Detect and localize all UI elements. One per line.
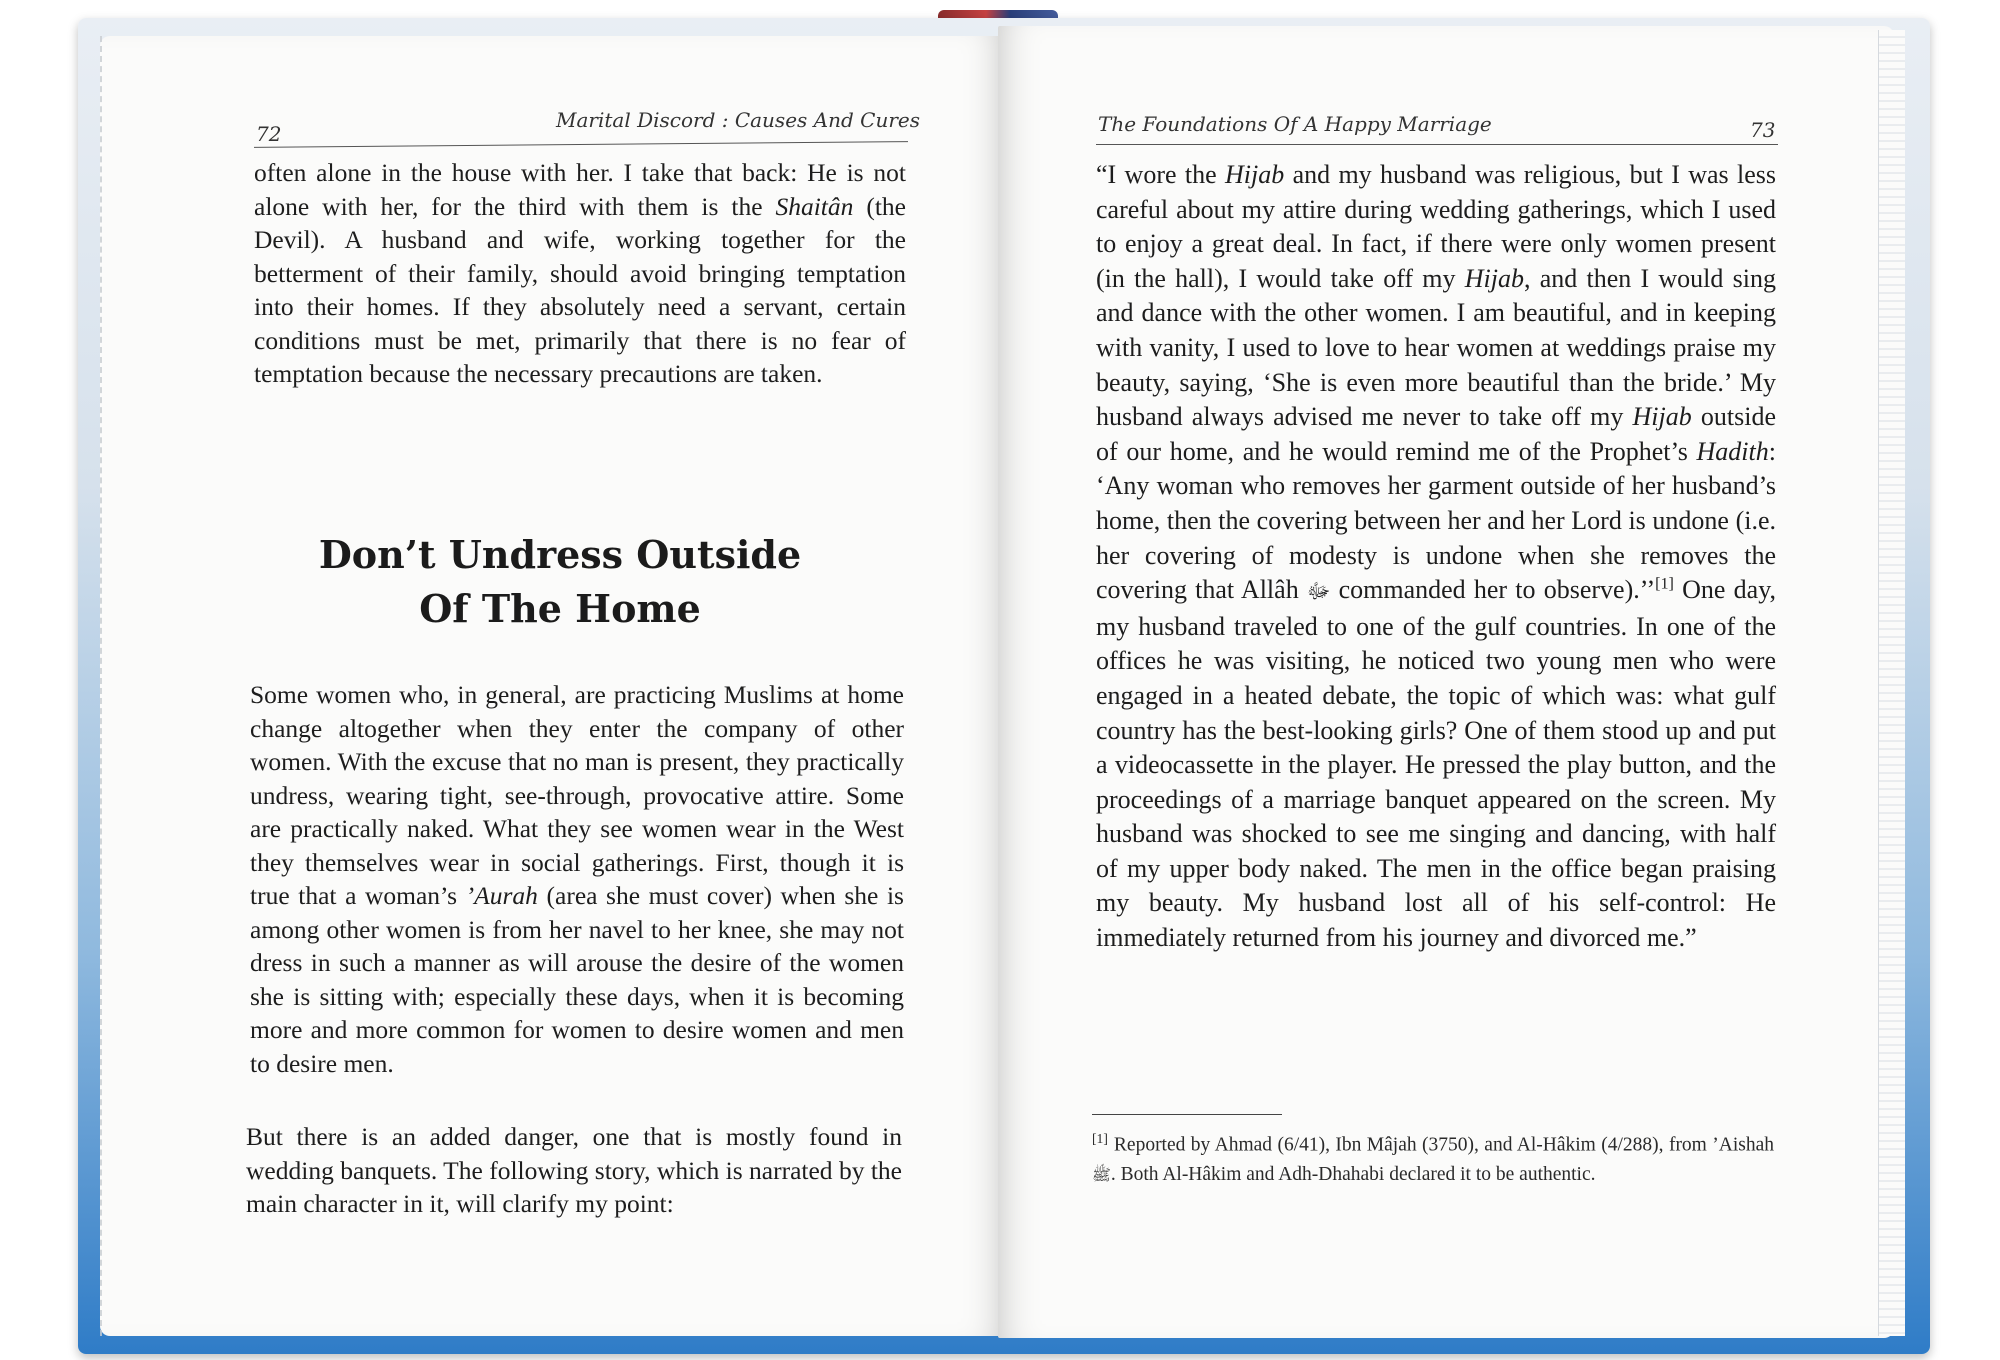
left-page-edge [100,36,112,1336]
text-run: (area she must cover) when she is among other women is from her navel to her knee, she may not dress in such a manner as will arouse the desire of the women she is sitting with; especially these days, when it is becoming more and more common for women to desire women and men to desire men. [250,881,904,1078]
left-intro-paragraph [254,156,906,391]
text-run: But there is an added danger, one that is mostly found in wedding banquets. The following story, which is narrated by the main character in it, will clarify my point: [246,1122,902,1218]
text-run: “I wore the [1096,160,1225,189]
heading-line-2: Of The Home [419,586,701,631]
left-body-paragraph-2 [246,1120,902,1221]
text-run: . Both Al-Hâkim and Adh-Dhahabi declared it to be authentic. [1110,1163,1596,1185]
text-run: , and then I would sing and dance with the other women. I am beautiful, and in keeping with vanity, I used to love to hear women at weddings praise my beauty, saying, ‘She is even more beautiful than the bride.’ My husband always advised me never to take off my [1096,263,1776,432]
text-run: One day, my husband traveled to one of the gulf countries. In one of the offices he was visiting, he noticed two young men who were engaged in a heated debate, the topic of which was: what gulf country has the best-looking girls? One of them stood up and put a videocassette in the player. He pressed the play button, and the proceedings of a marriage banquet appeared on the screen. My husband was shocked to see me singing and dancing, with half of my upper body naked. The men in the office began praising my beauty. My husband lost all of his self-control: He immediately returned from his journey and divorced me.” [1096,575,1777,953]
right-running-head: The Foundations Of A Happy Marriage [1098,112,1492,136]
text-run: and my husband was religious, but I was less careful about my attire during wedding gatherings, which I used to enjoy a great deal. In fact, if there were only women present (in the hall), I would take off my [1096,160,1776,293]
italic-term: Hijab [1632,402,1692,432]
italic-term: ’Aurah [465,881,538,910]
right-page-number: 73 [1750,118,1776,142]
left-body-paragraph-1 [250,678,904,1080]
honorific-symbol: ﷺ [1092,1166,1111,1184]
honorific-symbol: ﷻ [1306,580,1331,604]
footnote-rule [1092,1114,1282,1115]
italic-term: Hadith [1696,436,1769,466]
footnote [1092,1124,1774,1190]
footnote-reference: [1] [1655,575,1674,593]
italic-term: Hijab [1224,160,1285,189]
text-run: Reported by Ahmad (6/41), Ibn Mâjah (3750), and Al-Hâkim (4/288), from ’Aishah [1113,1134,1774,1156]
text-run: commanded her to observe).’’ [1330,575,1656,605]
left-page-number: 72 [256,122,282,146]
heading-line-1: Don’t Undress Outside [318,532,802,577]
text-run: (the Devil). A husband and wife, working together for the betterment of their family, should avoid bringing temptation into their homes. If they absolutely need a servant, certain conditions must be met, primarily that there is no fear of temptation because the necessary precautions are taken. [254,191,906,388]
text-run: outside of our home, and he would remind me of the Prophet’s [1096,402,1776,466]
right-page-edge [1878,30,1905,1336]
footnote-marker: [1] [1092,1131,1108,1146]
text-run: : ‘Any woman who removes her garment outside of her husband’s home, then the covering between her and her Lord is undone (i.e. her covering of modesty is undone when she removes the covering that Allâh [1096,436,1776,605]
italic-term: Hijab [1464,263,1524,293]
section-heading [300,528,820,636]
text-run: Some women who, in general, are practicing Muslims at home change altogether when they enter the company of other women. With the excuse that no man is present, they practically undress, wearing tight, see-through, provocative attire. Some are practically naked. What they see women wear in the West they themselves wear in social gatherings. First, though it is true that a woman’s [250,680,904,910]
italic-term: Shaitân [775,191,854,221]
text-run: often alone in the house with her. I take that back: He is not alone with her, for the third with them is the [254,158,906,221]
left-running-head: Marital Discord : Causes And Cures [556,108,920,132]
right-story-paragraph [1096,158,1776,956]
right-head-rule [1096,144,1778,145]
